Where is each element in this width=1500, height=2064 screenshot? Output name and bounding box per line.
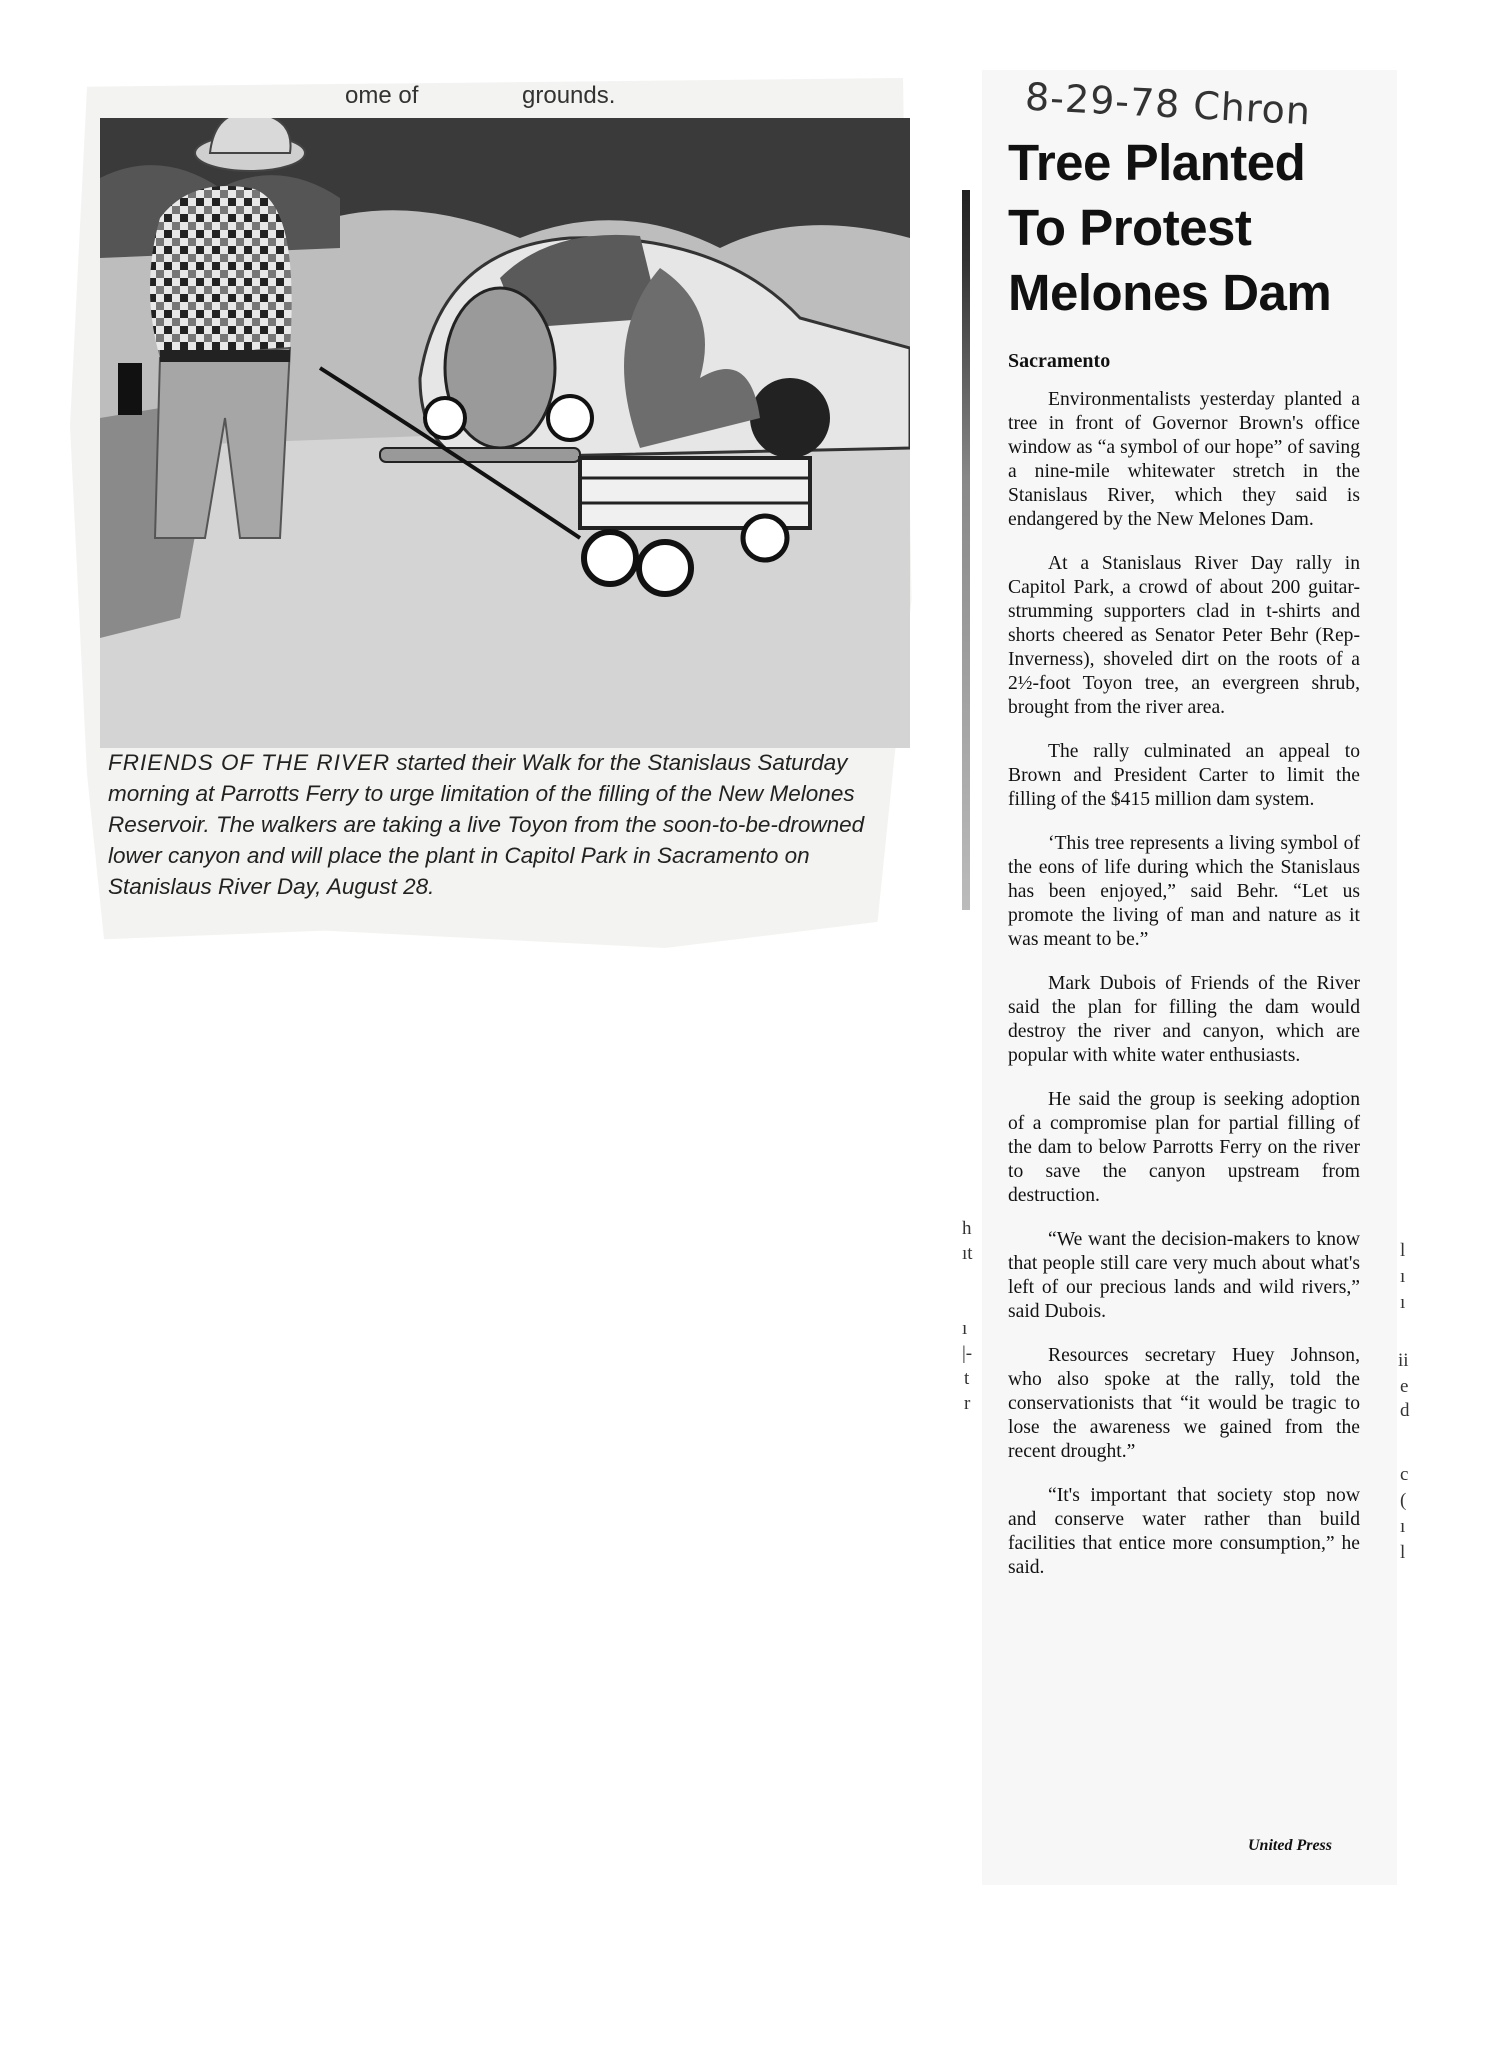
caption-body: started their Walk for the Stanislaus Saturday morning at Parrotts Ferry to urge limitation of the filling of the New Melones Reservoir. The walkers are taking a live Toyon from the soon-to-be-drowned lower canyon and will place the plant in Capitol Park in Sacramento on Stanislaus River Day, August 28.: [108, 750, 865, 899]
paragraph: Resources secretary Huey Johnson, who also spoke at the rally, told the conservationists that “it would be tragic to lose the awareness we gained from the recent drought.”: [1008, 1345, 1360, 1462]
margin-fragment-right: d: [1400, 1400, 1410, 1421]
photo-icon: [100, 118, 910, 748]
margin-fragment-right: e: [1400, 1376, 1409, 1397]
margin-fragment-left: |-: [962, 1343, 973, 1364]
news-photo: [100, 118, 910, 748]
margin-fragment-left: r: [964, 1393, 971, 1414]
column-rule: [962, 190, 970, 910]
paragraph: Environmentalists yesterday planted a tree in front of Governor Brown's office window as “a symbol of our hope” of saving a nine-mile whitewater stretch in the Stanislaus River, which they said is endangered by the New Melones Dam.: [1008, 389, 1360, 530]
margin-fragment-left: ı: [962, 1318, 968, 1339]
top-fragment-text-2: grounds.: [522, 82, 616, 109]
margin-fragment-left: h: [962, 1218, 972, 1239]
margin-fragment-right: ı: [1400, 1266, 1406, 1287]
paragraph: “It's important that society stop now and conserve water rather than build facilities that entice more consumption,” he said.: [1008, 1485, 1360, 1578]
paragraph: ‘This tree represents a living symbol of the eons of life during which the Stanislaus has been enjoyed,” said Behr. “Let us promote the living of man and nature as it was meant to be.”: [1008, 833, 1360, 950]
margin-fragment-right: l: [1400, 1542, 1406, 1563]
caption-lead: FRIENDS OF THE RIVER: [108, 750, 391, 775]
margin-fragment-right: (: [1400, 1490, 1407, 1511]
headline-line-2: To Protest: [1008, 199, 1252, 256]
handwritten-date-note: 8-29-78 Chron: [1024, 74, 1313, 134]
margin-fragment-left: ıt: [962, 1243, 973, 1264]
clipping-top-fragment: [90, 78, 810, 116]
paragraph: At a Stanislaus River Day rally in Capitol Park, a crowd of about 200 guitar-strumming supporters clad in t-shirts and shorts cheered as Senator Peter Behr (Rep-Inverness), shoveled dirt on the roots of a 2½-foot Toyon tree, an evergreen shrub, brought from the river area.: [1008, 553, 1360, 718]
headline-line-3: Melones Dam: [1008, 264, 1332, 321]
margin-fragment-right: l: [1400, 1240, 1406, 1261]
margin-fragment-right: ii: [1398, 1350, 1409, 1371]
margin-fragment-right: ı: [1400, 1292, 1406, 1313]
margin-fragment-left: t: [964, 1368, 970, 1389]
paragraph: He said the group is seeking adoption of a compromise plan for partial filling of the dam to below Parrotts Ferry on the river to save the canyon upstream from destruction.: [1008, 1089, 1360, 1206]
margin-fragment-right: ı: [1400, 1516, 1406, 1537]
photo-caption: [108, 747, 908, 902]
headline-line-1: Tree Planted: [1008, 134, 1306, 191]
paragraph: The rally culminated an appeal to Brown and President Carter to limit the filling of the $415 million dam system.: [1008, 741, 1360, 810]
margin-fragment-right: c: [1400, 1464, 1409, 1485]
dateline: Sacramento: [1008, 350, 1111, 372]
headline: [1008, 130, 1388, 325]
article-body: [1008, 388, 1360, 1600]
paragraph: “We want the decision-makers to know that people still care very much about what's left of our precious lands and wild rivers,” said Dubois.: [1008, 1229, 1360, 1322]
top-fragment-text-1: ome of: [345, 82, 419, 109]
wire-credit: United Press: [1248, 1837, 1332, 1854]
paragraph: Mark Dubois of Friends of the River said the plan for filling the dam would destroy the river and canyon, which are popular with white water enthusiasts.: [1008, 973, 1360, 1066]
